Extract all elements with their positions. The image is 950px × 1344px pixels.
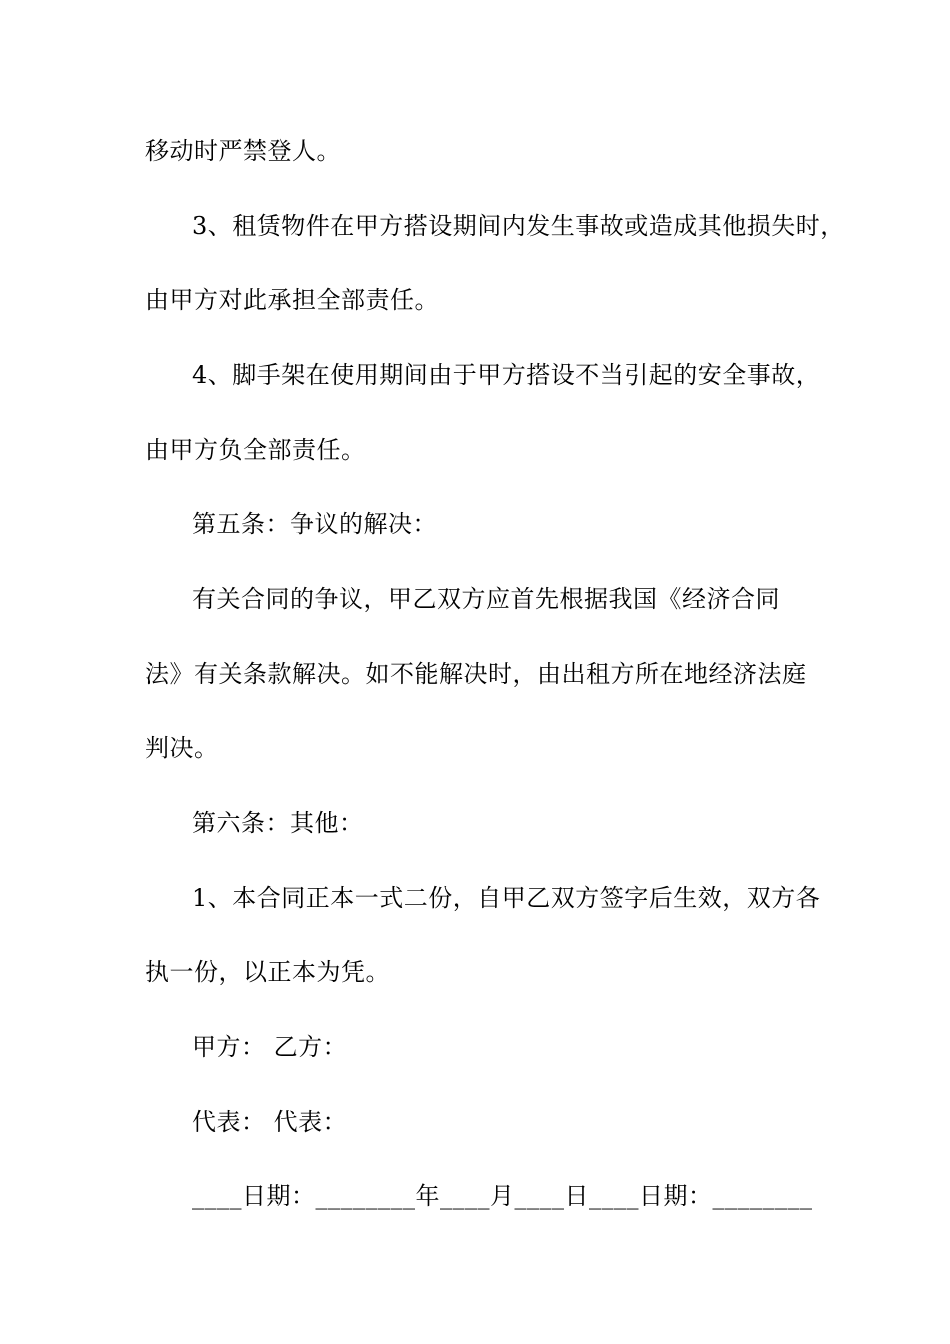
paragraph-line: 由甲方对此承担全部责任。 bbox=[145, 286, 439, 314]
clause-4-line: 4、脚手架在使用期间由于甲方搭设不当引起的安全事故， bbox=[192, 361, 821, 389]
clause-3-line: 3、租赁物件在甲方搭设期间内发生事故或造成其他损失时， bbox=[192, 212, 845, 240]
section-heading-6: 第六条：其他： bbox=[192, 809, 364, 837]
paragraph-line: 法》有关条款解决。如不能解决时，由出租方所在地经济法庭 bbox=[145, 660, 807, 688]
dispute-paragraph-line: 有关合同的争议，甲乙双方应首先根据我国《经济合同 bbox=[192, 585, 780, 613]
paragraph-line: 由甲方负全部责任。 bbox=[145, 436, 366, 464]
section-heading-5: 第五条：争议的解决： bbox=[192, 510, 437, 538]
representative-line: 代表： 代表： bbox=[192, 1108, 348, 1136]
clause-1-line: 1、本合同正本一式二份，自甲乙双方签字后生效，双方各 bbox=[192, 884, 821, 912]
paragraph-line: 判决。 bbox=[145, 734, 219, 762]
paragraph-line: 执一份，以正本为凭。 bbox=[145, 958, 390, 986]
party-signature-line: 甲方： 乙方： bbox=[192, 1033, 348, 1061]
paragraph-line: 移动时严禁登人。 bbox=[145, 137, 341, 165]
date-line: ____日期：________年____月____日____日期：________ bbox=[192, 1182, 813, 1210]
